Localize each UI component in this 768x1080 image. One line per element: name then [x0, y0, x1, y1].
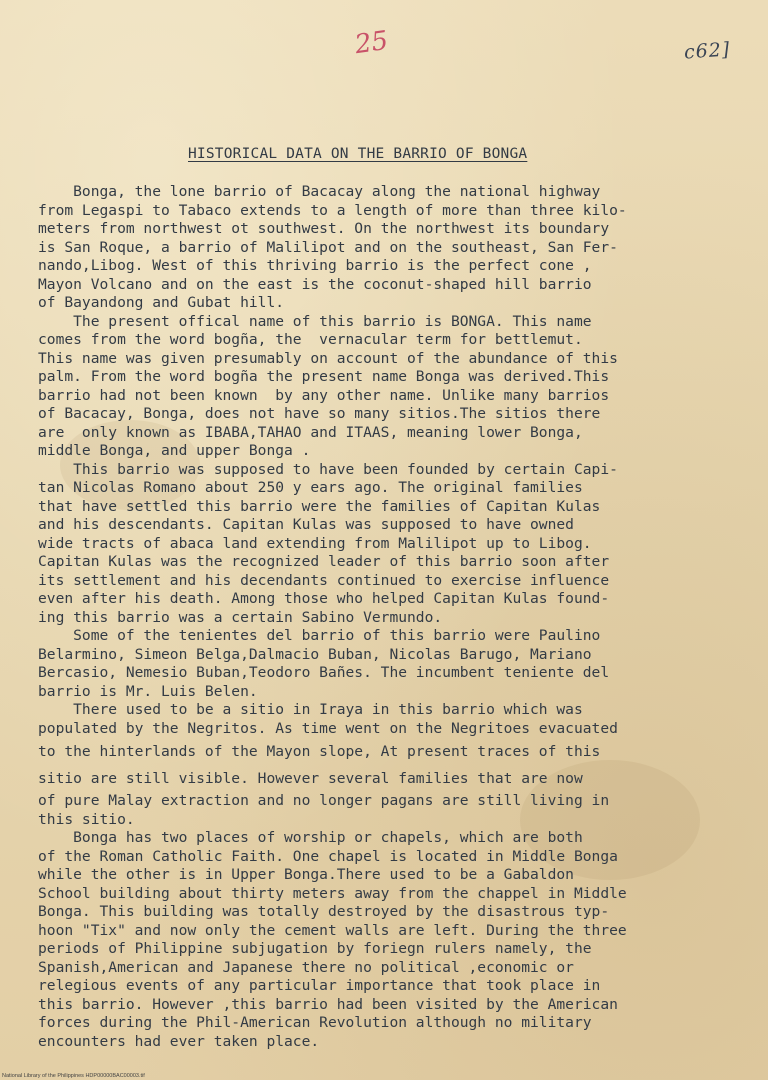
text-line: palm. From the word bogña the present name Bonga was derived.This — [38, 368, 610, 385]
text-line: of pure Malay extraction and no longer pagans are still living in — [38, 792, 610, 809]
text-line: of the Roman Catholic Faith. One chapel is located in Middle Bonga — [38, 847, 618, 865]
text-line: forces during the Phil-American Revolution although no military — [38, 1014, 592, 1031]
text-line: sitio are still visible. However several families that are now — [38, 770, 583, 787]
text-line: The present offical name of this barrio is BONGA. This name — [38, 312, 592, 330]
text-line: even after his death. Among those who helped Capitan Kulas found- — [38, 590, 610, 607]
text-line: hoon "Tix" and now only the cement walls are left. During the three — [38, 921, 627, 939]
text-line: Spanish,American and Japanese there no political ,economic or — [38, 958, 574, 976]
text-line: relegious events of any particular importance that took place in — [38, 977, 601, 994]
text-line: This name was given presumably on account of the abundance of this — [38, 349, 618, 367]
text-line: populated by the Negritos. As time went on the Negritoes evacuated — [38, 719, 618, 737]
text-line: Belarmino, Simeon Belga,Dalmacio Buban, Nicolas Barugo, Mariano — [38, 645, 592, 663]
text-line: tan Nicolas Romano about 250 y ears ago. The original families — [38, 479, 583, 496]
text-line: School building about thirty meters away from the chappel in Middle — [38, 884, 627, 902]
text-line: nando,Libog. West of this thriving barrio is the perfect cone , — [38, 257, 592, 274]
text-line: periods of Philippine subjugation by foriegn rulers namely, the — [38, 940, 592, 957]
text-line: There used to be a sitio in Iraya in this barrio which was — [38, 701, 583, 718]
text-line: of Bacacay, Bonga, does not have so many sitios.The sitios there — [38, 405, 601, 422]
text-line: Bonga. This building was totally destroyed by the disastrous typ- — [38, 903, 610, 920]
document-body — [38, 183, 738, 1051]
text-line: while the other is in Upper Bonga.There used to be a Gabaldon — [38, 866, 574, 883]
handwritten-page-number: 25 — [353, 25, 391, 61]
archive-footer: National Library of the Philippines HDP00000BAC00003.tif — [2, 1073, 145, 1079]
text-line: this sitio. — [38, 810, 135, 828]
text-line: Bonga, the lone barrio of Bacacay along the national highway — [38, 183, 601, 200]
text-line: middle Bonga, and upper Bonga . — [38, 442, 311, 459]
text-line: this barrio. However ,this barrio had been visited by the American — [38, 995, 618, 1013]
text-line: to the hinterlands of the Mayon slope, At present traces of this — [38, 743, 601, 760]
text-line: Some of the tenientes del barrio of this barrio were Paulino — [38, 627, 601, 644]
text-line: of Bayandong and Gubat hill. — [38, 294, 285, 311]
text-line: from Legaspi to Tabaco extends to a length of more than three kilo- — [38, 201, 627, 219]
text-line: comes from the word bogña, the vernacular term for bettlemut. — [38, 331, 583, 348]
text-line: are only known as IBABA,TAHAO and ITAAS, meaning lower Bonga, — [38, 423, 583, 441]
text-line: Mayon Volcano and on the east is the coconut-shaped hill barrio — [38, 275, 592, 293]
handwritten-reference-mark: c62] — [683, 38, 731, 64]
text-line: wide tracts of abaca land extending from Malilipot up to Libog. — [38, 534, 592, 552]
document-title: HISTORICAL DATA ON THE BARRIO OF BONGA — [188, 146, 528, 162]
text-line: its settlement and his decendants continued to exercise influence — [38, 571, 610, 589]
text-line: barrio is Mr. Luis Belen. — [38, 682, 258, 700]
text-line: and his descendants. Capitan Kulas was supposed to have owned — [38, 516, 574, 533]
text-line: Capitan Kulas was the recognized leader of this barrio soon after — [38, 553, 610, 570]
text-line: ing this barrio was a certain Sabino Vermundo. — [38, 608, 443, 626]
text-line: meters from northwest ot southwest. On the northwest its boundary — [38, 220, 610, 237]
text-line: Bercasio, Nemesio Buban,Teodoro Bañes. The incumbent teniente del — [38, 664, 610, 681]
text-line: that have settled this barrio were the families of Capitan Kulas — [38, 497, 601, 515]
text-line: is San Roque, a barrio of Malilipot and on the southeast, San Fer- — [38, 238, 618, 256]
text-line: encounters had ever taken place. — [38, 1032, 320, 1050]
text-line: This barrio was supposed to have been founded by certain Capi- — [38, 460, 618, 478]
text-line: barrio had not been known by any other name. Unlike many barrios — [38, 386, 610, 404]
text-line: Bonga has two places of worship or chapels, which are both — [38, 829, 583, 846]
